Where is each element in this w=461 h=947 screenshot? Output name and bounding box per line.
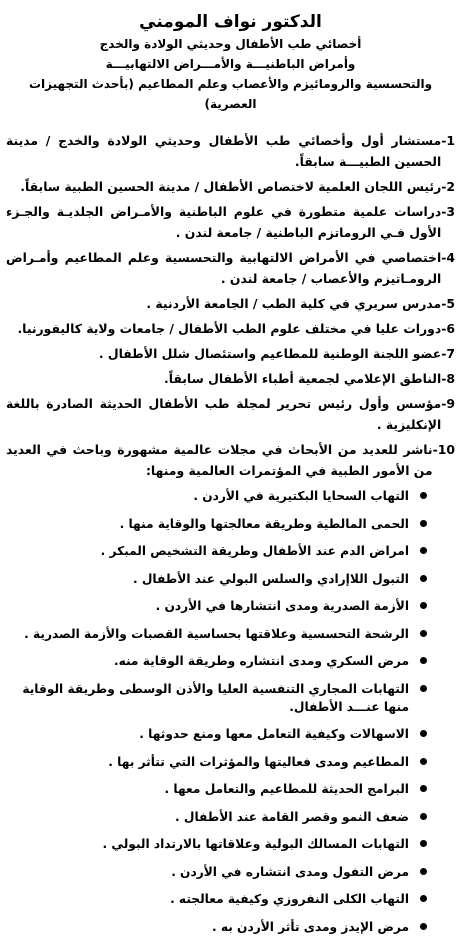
list-item — [6, 515, 427, 533]
list-item — [6, 753, 427, 771]
item-number: 1- — [441, 133, 455, 148]
bullet-icon — [420, 657, 427, 664]
credential-item — [6, 293, 455, 314]
list-item-text: التهابات المجاري التنفسية العليا والأذن الوسطى وطريقة الوقاية منها عنـــد الأطفال. — [22, 681, 409, 714]
list-item — [6, 918, 427, 936]
list-item-text: امراض الدم عند الأطفال وطريقة التشخيص المبكر . — [100, 544, 409, 558]
list-item — [6, 808, 427, 826]
item-text: دورات عليا في مختلف علوم الطب الأطفال / جامعات ولاية كاليفورنيا. — [17, 321, 442, 336]
specialty-line-3: والتحسسية والرومائيزم والأعصاب وعلم المطاعيم (بأحدث التجهيزات العصرية) — [28, 77, 433, 111]
credential-item — [6, 439, 455, 481]
bullet-icon — [420, 785, 427, 792]
doctor-name: الدكتور نواف المومني — [139, 12, 322, 32]
item-text: الناطق الإعلامي لجمعية أطباء الأطفال سابقاً. — [163, 371, 442, 386]
credential-item — [6, 343, 455, 364]
list-item-text: الحمى المالطية وطريقة معالجتها والوقاية منها . — [119, 516, 409, 531]
letterhead — [6, 10, 455, 114]
list-item — [6, 487, 427, 505]
list-item — [6, 597, 427, 615]
list-item — [6, 542, 427, 560]
specialty-line-2: وأمراض الباطنيـــة والأمـــراض الالتهابيـــة — [105, 57, 356, 71]
credential-item — [6, 393, 455, 435]
bullet-icon — [420, 895, 427, 902]
credential-item — [6, 368, 455, 389]
item-text: مستشار أول وأخصائي طب الأطفال وحديثي الولادة والخدج / مدينة الحسين الطبيـــة سابقاً. — [6, 133, 442, 169]
list-item-text: الرشحة التحسسية وعلاقتها بحساسية القصبات والأزمة الصدرية . — [24, 626, 409, 641]
item-text: ناشر للعديد من الأبحاث في مجلات عالمية مشهورة وباحث في العديد من الأمور الطبية في المؤتمرات العالمية ومنها: — [6, 442, 433, 478]
list-item — [6, 780, 427, 798]
bullet-icon — [420, 868, 427, 875]
credential-item — [6, 318, 455, 339]
list-item — [6, 835, 427, 853]
list-item-text: ضعف النمو وقصر القامة عند الأطفال . — [175, 809, 409, 824]
list-item — [6, 680, 427, 716]
list-item-text: التهاب السحايا البكتيرية في الأردن . — [193, 489, 409, 503]
item-number: 8- — [441, 371, 455, 386]
list-item — [6, 863, 427, 881]
list-item-text: مرض الإيدز ومدى تأثر الأردن به . — [211, 919, 409, 934]
specialty-line-1: أخصائي طب الأطفال وحديثي الولادة والخدج — [99, 37, 362, 51]
item-number: 4- — [441, 250, 455, 265]
bullet-icon — [420, 602, 427, 609]
bullet-icon — [420, 520, 427, 527]
item-text: رئيس اللجان العلمية لاختصاص الأطفال / مدينة الحسين الطبية سابقاً. — [20, 179, 442, 194]
credentials-list — [6, 130, 455, 481]
list-item-text: مرض السكري ومدى انتشاره وطريقة الوقاية منه. — [113, 654, 409, 668]
list-item — [6, 725, 427, 743]
bullet-icon — [420, 923, 427, 930]
item-number: 5- — [441, 296, 455, 311]
item-number: 2- — [441, 179, 455, 194]
bullet-icon — [420, 840, 427, 847]
list-item-text: المطاعيم ومدى فعاليتها والمؤثرات التي تتأثر بها . — [108, 754, 409, 769]
item-text: دراسات علمية متطورة في علوم الباطنية والأمـراض الجلديـة والجـزء الأول فـي الروماتزم الباطنية / جامعة لندن . — [6, 204, 442, 240]
credential-item — [6, 247, 455, 289]
bullet-icon — [420, 547, 427, 554]
list-item-text: الاسهالات وكيفية التعامل معها ومنع حدوثها . — [139, 727, 409, 741]
list-item — [6, 652, 427, 670]
item-number: 6- — [441, 321, 455, 336]
bullet-icon — [420, 492, 427, 499]
bullet-icon — [420, 630, 427, 637]
list-item — [6, 625, 427, 643]
list-item-text: مرض التفول ومدى انتشاره في الأردن . — [171, 864, 409, 879]
list-item-text: التبول اللاإرادي والسلس البولي عند الأطفال . — [132, 571, 409, 586]
item-number: 7- — [441, 346, 455, 361]
list-item-text: الأزمة الصدرية ومدى انتشارها في الأردن . — [155, 599, 409, 613]
item-text: مؤسس وأول رئيس تحرير لمجلة طب الأطفال الحديثة الصادرة باللغة الإنكليزية . — [6, 396, 442, 432]
conference-topics-list — [6, 487, 455, 936]
item-number: 10- — [432, 442, 455, 457]
item-text: مدرس سريري في كلية الطب / الجامعة الأردنية . — [146, 296, 442, 311]
bullet-icon — [420, 730, 427, 737]
list-item-text: التهابات المسالك البولية وعلاقاتها بالارتداد البولي . — [102, 837, 409, 851]
credential-item — [6, 176, 455, 197]
bullet-icon — [420, 758, 427, 765]
item-number: 3- — [441, 204, 455, 219]
bullet-icon — [420, 685, 427, 692]
credential-item — [6, 201, 455, 243]
list-item — [6, 890, 427, 908]
credential-item — [6, 130, 455, 172]
item-text: عضو اللجنة الوطنية للمطاعيم واستئصال شلل الأطفال . — [98, 346, 442, 361]
bullet-icon — [420, 575, 427, 582]
item-number: 9- — [441, 396, 455, 411]
list-item — [6, 570, 427, 588]
bullet-icon — [420, 813, 427, 820]
item-text: اختصاصي في الأمراض الالتهابية والتحسسية وعلم المطاعيم وأمـراض الرومـاتيزم والأعصاب / جامعة لندن . — [6, 250, 442, 286]
list-item-text: التهاب الكلى النفروزي وكيفية معالجته . — [170, 892, 409, 906]
list-item-text: البرامج الحديثة للمطاعيم والتعامل معها . — [164, 782, 409, 796]
